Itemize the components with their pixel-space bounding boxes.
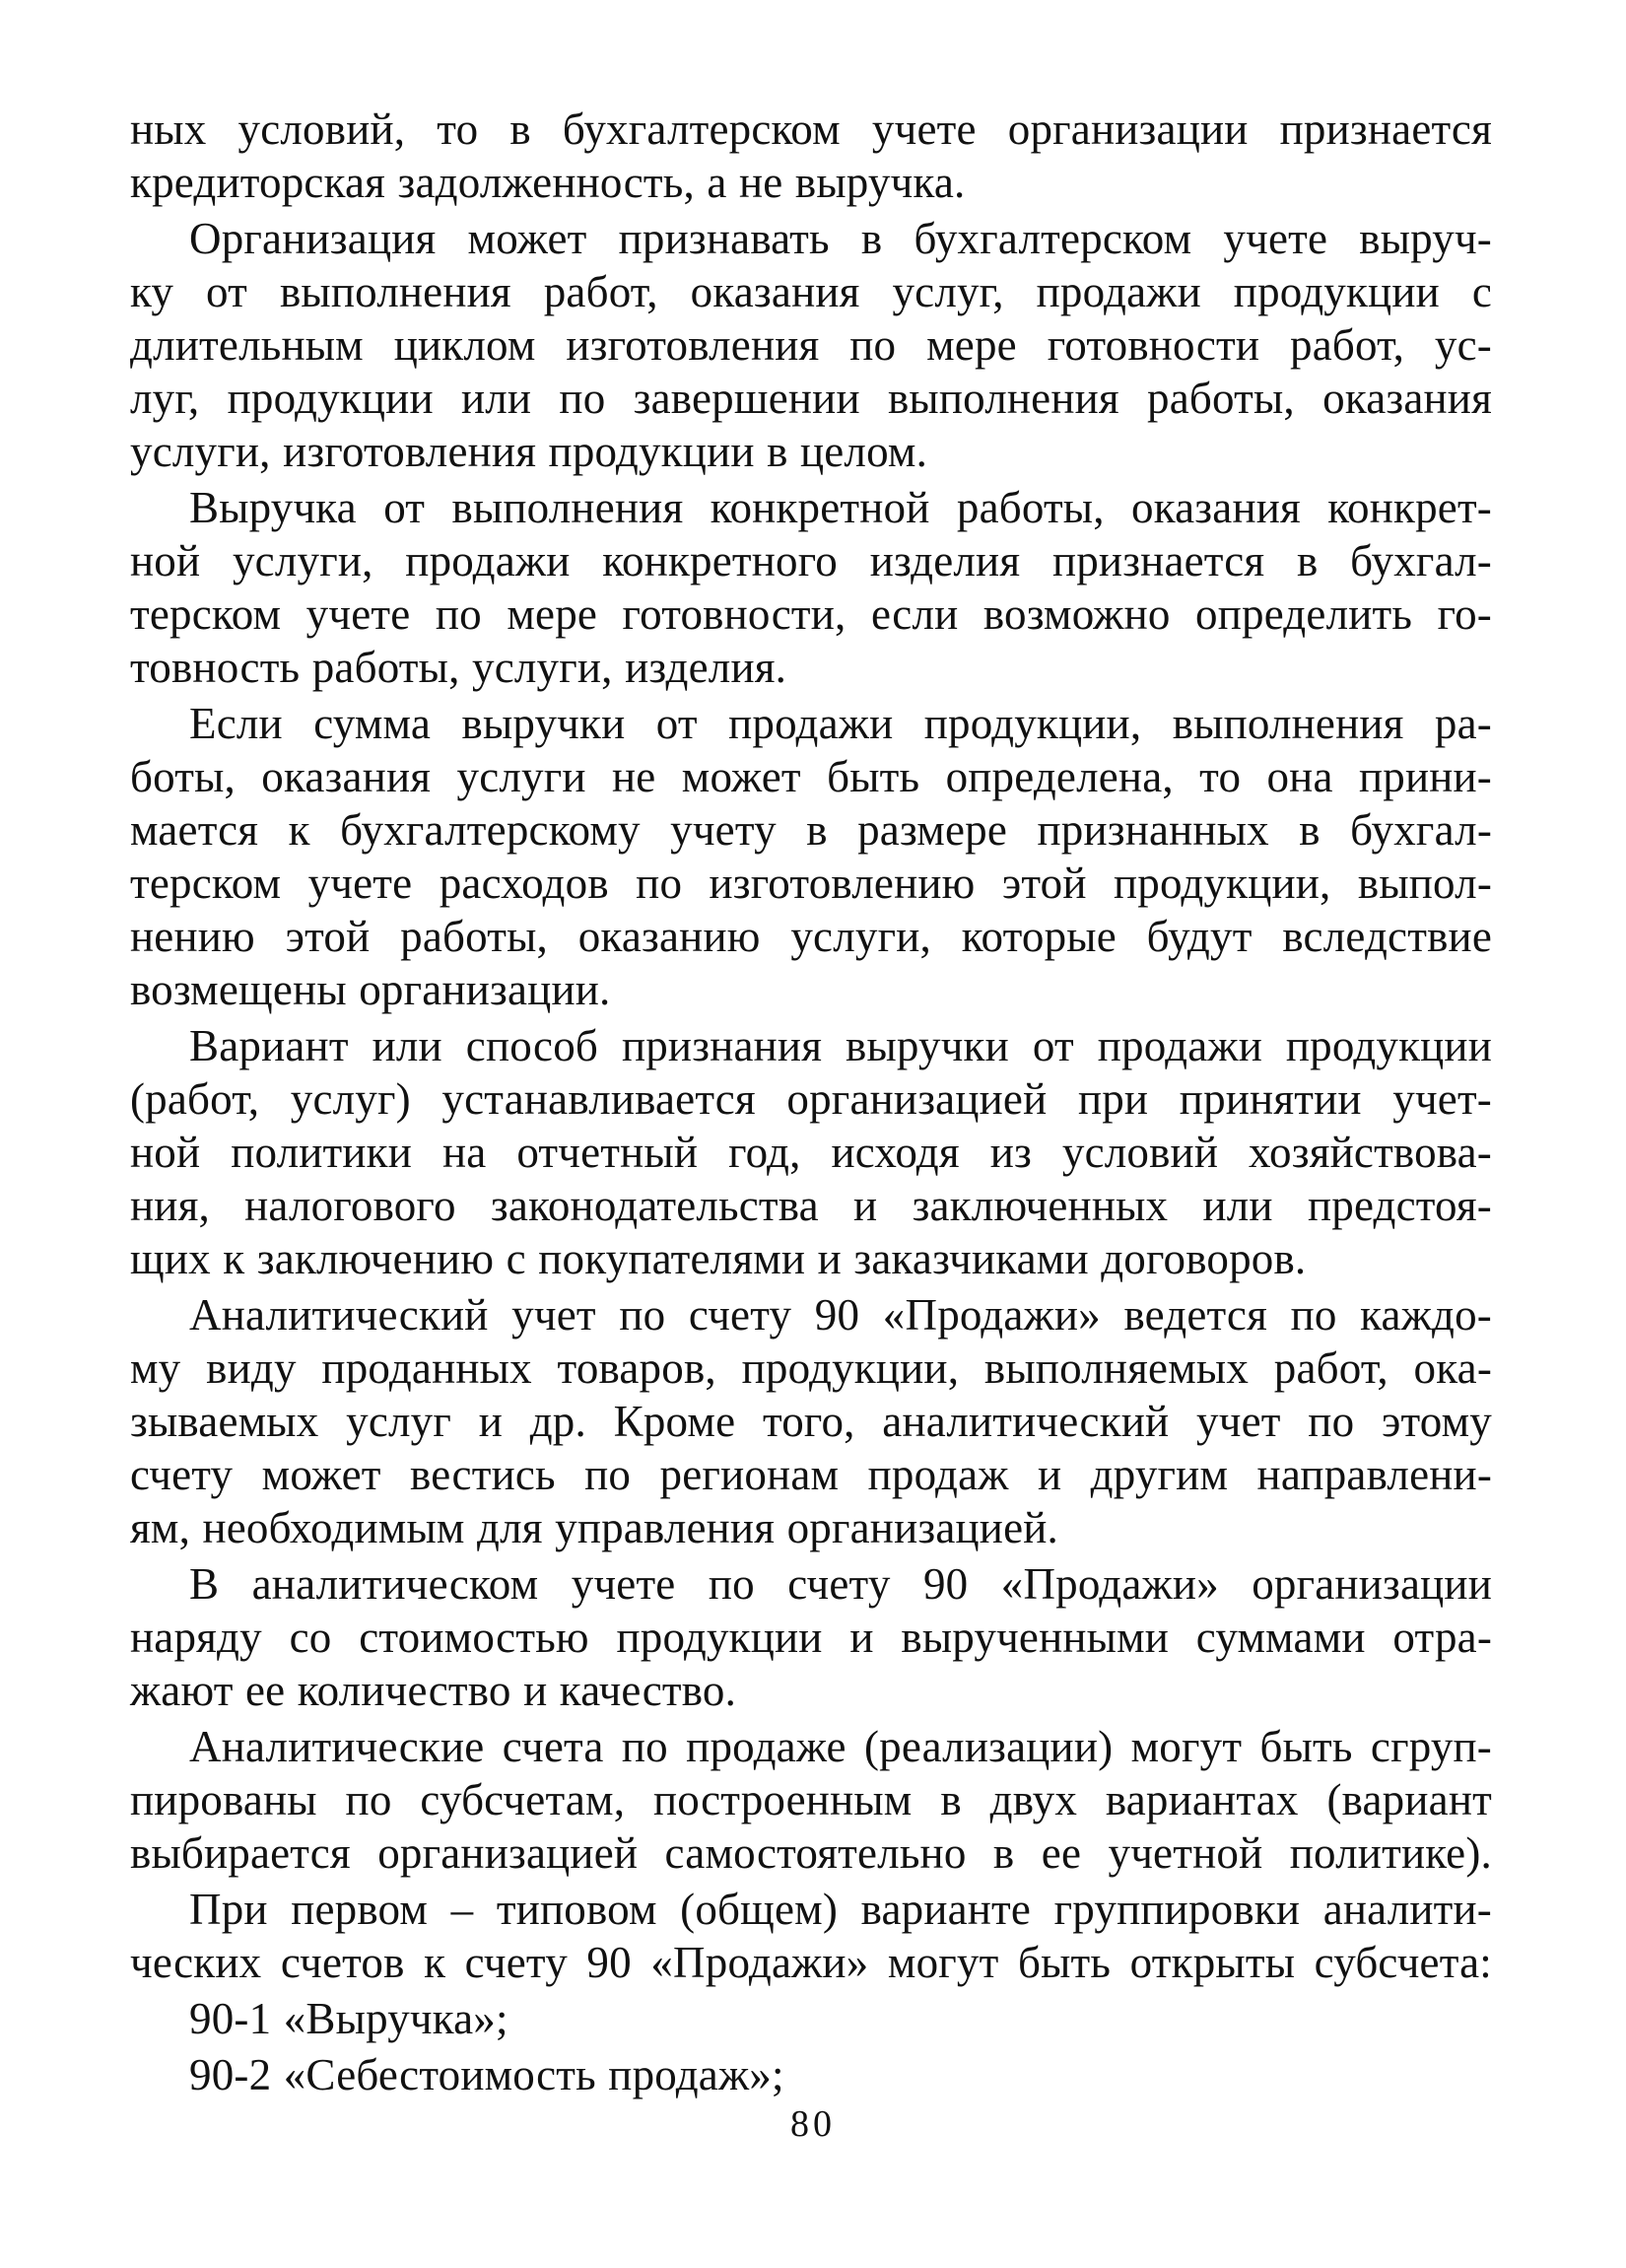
paragraph-undetermined-revenue xyxy=(130,697,1492,1016)
text-line: Аналитические счета по продаже (реализации) могут быть сгруп- xyxy=(189,1722,1492,1771)
body-text xyxy=(130,103,1492,2101)
text-line: товность работы, услуги, изделия. xyxy=(130,643,787,692)
text-line: 90-2 «Себестоимость продаж»; xyxy=(189,2050,784,2099)
text-line: длительным циклом изготовления по мере готовности работ, ус- xyxy=(130,320,1492,370)
text-line: ческих счетов к счету 90 «Продажи» могут быть открыты субсчета: xyxy=(130,1938,1492,1987)
text-line: терском учете расходов по изготовлению этой продукции, выпол- xyxy=(130,859,1492,908)
text-line: ния, налогового законодательства и заключенных или предстоя- xyxy=(130,1181,1492,1230)
text-line: мается к бухгалтерскому учету в размере признанных в бухгал- xyxy=(130,805,1492,855)
text-line: Организация может признавать в бухгалтерском учете выруч- xyxy=(189,214,1492,263)
text-line: ной услуги, продажи конкретного изделия признается в бухгал- xyxy=(130,536,1492,585)
paragraph-specific-work-revenue xyxy=(130,481,1492,694)
text-line: ку от выполнения работ, оказания услуг, продажи продукции с xyxy=(130,267,1492,316)
text-line: ной политики на отчетный год, исходя из условий хозяйствова- xyxy=(130,1128,1492,1177)
text-line: выбирается организацией самостоятельно в ее учетной политике). xyxy=(130,1828,1492,1878)
text-line: Вариант или способ признания выручки от продажи продукции xyxy=(189,1021,1492,1070)
paragraph-recognition-method-policy xyxy=(130,1019,1492,1285)
text-line: му виду проданных товаров, продукции, выполняемых работ, ока- xyxy=(130,1343,1492,1393)
text-line: боты, оказания услуги не может быть определена, то она прини- xyxy=(130,752,1492,801)
text-line: Если сумма выручки от продажи продукции, выполнения ра- xyxy=(189,699,1492,748)
text-line: услуги, изготовления продукции в целом. xyxy=(130,427,928,476)
paragraph-continuation xyxy=(130,103,1492,209)
text-line: ных условий, то в бухгалтерском учете организации признается xyxy=(130,104,1492,154)
text-line: Выручка от выполнения конкретной работы, оказания конкрет- xyxy=(189,483,1492,532)
text-line: Аналитический учет по счету 90 «Продажи» ведется по каждо- xyxy=(189,1290,1492,1340)
text-line: В аналитическом учете по счету 90 «Продажи» организации xyxy=(189,1559,1492,1609)
list-item-subaccount-90-2 xyxy=(130,2048,1492,2101)
text-line: нению этой работы, оказанию услуги, которые будут вследствие xyxy=(130,912,1492,961)
text-line: жают ее количество и качество. xyxy=(130,1666,737,1715)
text-line: терском учете по мере готовности, если возможно определить го- xyxy=(130,589,1492,639)
paragraph-subaccount-grouping xyxy=(130,1720,1492,1880)
text-line: При первом – типовом (общем) варианте группировки аналити- xyxy=(189,1885,1492,1934)
text-line: 90-1 «Выручка»; xyxy=(189,1994,508,2043)
paragraph-analytical-accounting xyxy=(130,1288,1492,1554)
text-line: щих к заключению с покупателями и заказчиками договоров. xyxy=(130,1234,1307,1283)
text-line: ям, необходимым для управления организацией. xyxy=(130,1503,1058,1552)
text-line: возмещены организации. xyxy=(130,965,611,1014)
list-item-subaccount-90-1 xyxy=(130,1992,1492,2045)
text-line: счету может вестись по регионам продаж и другим направлени- xyxy=(130,1450,1492,1499)
paragraph-first-variant xyxy=(130,1883,1492,1989)
text-line: кредиторская задолженность, а не выручка. xyxy=(130,158,966,207)
text-line: наряду со стоимостью продукции и вырученными суммами отра- xyxy=(130,1613,1492,1662)
text-line: луг, продукции или по завершении выполнения работы, оказания xyxy=(130,374,1492,423)
page-number: 80 xyxy=(790,2103,836,2145)
text-line: (работ, услуг) устанавливается организацией при принятии учет- xyxy=(130,1074,1492,1124)
text-line: зываемых услуг и др. Кроме того, аналитический учет по этому xyxy=(130,1397,1492,1446)
paragraph-revenue-recognition-options xyxy=(130,212,1492,478)
text-line: пированы по субсчетам, построенным в двух вариантах (вариант xyxy=(130,1775,1492,1824)
paragraph-quantity-quality xyxy=(130,1557,1492,1717)
